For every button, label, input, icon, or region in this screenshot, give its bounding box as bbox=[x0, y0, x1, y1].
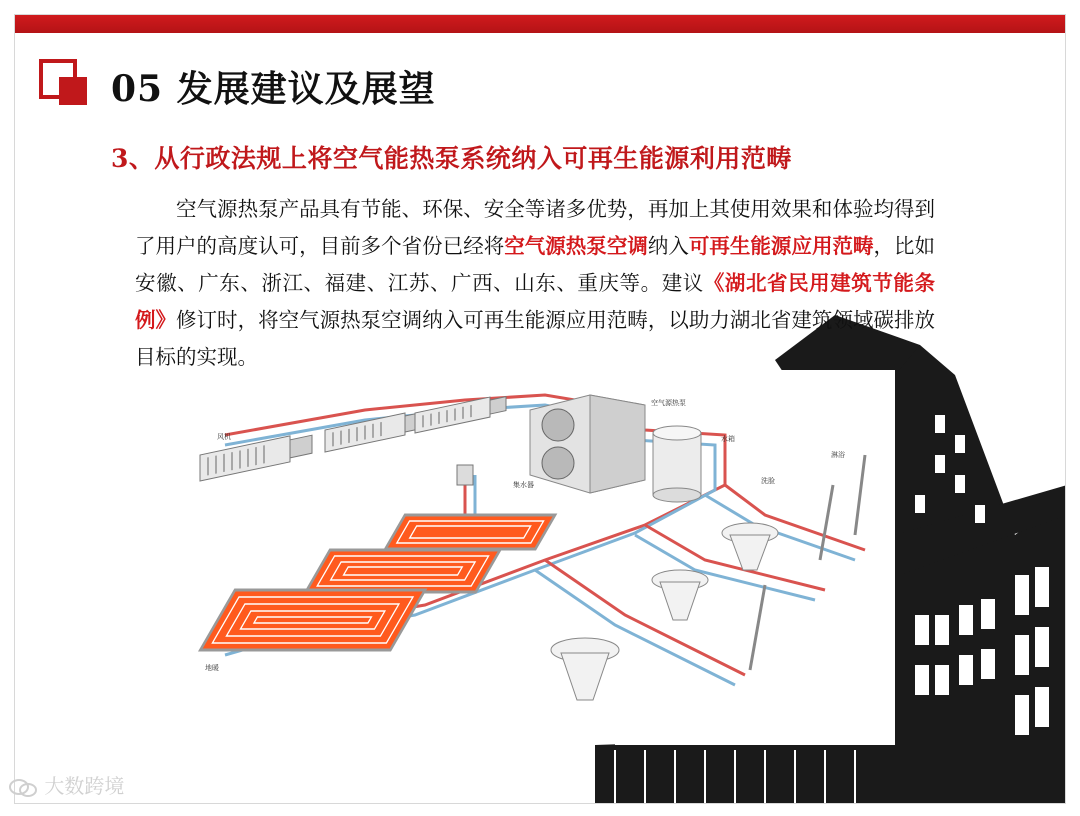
section-title: 发展建议及展望 bbox=[176, 68, 436, 110]
water-tank bbox=[653, 426, 701, 502]
heat-pump-unit bbox=[530, 395, 645, 493]
label-washbasin: 洗脸 bbox=[761, 477, 775, 485]
highlight-run: 《湖北省民用建筑节能条例》 bbox=[135, 271, 936, 332]
watermark bbox=[8, 770, 124, 799]
label-heat-pump: 空气源热泵 bbox=[651, 399, 686, 407]
highlight-run: 可再生能源应用范畴 bbox=[688, 234, 874, 258]
label-floor-heating: 地暖 bbox=[205, 664, 219, 672]
highlight-run: 空气源热泵空调 bbox=[504, 234, 648, 258]
label-fan-coil: 风机 bbox=[217, 433, 231, 441]
subtitle: 3、从行政法规上将空气能热泵系统纳入可再生能源利用范畴 bbox=[111, 144, 792, 173]
collector-box bbox=[457, 465, 473, 485]
label-shower: 淋浴 bbox=[831, 451, 845, 459]
section-number: 05 bbox=[111, 68, 164, 110]
heat-pump-system-diagram bbox=[165, 375, 905, 725]
paragraph-run: 修订时，将空气源热泵空调纳入可再生能源应用范畴，以助力湖北省建筑领域碳排放目标的实现。 bbox=[135, 308, 936, 369]
body-paragraph bbox=[135, 191, 935, 376]
watermark-text: 大数跨境 bbox=[44, 774, 125, 798]
slide bbox=[14, 14, 1066, 804]
chat-bubble-icon bbox=[8, 777, 38, 799]
label-water-tank: 水箱 bbox=[721, 435, 735, 443]
paragraph-run: 纳入 bbox=[647, 234, 689, 258]
label-collector: 集水器 bbox=[513, 481, 534, 489]
showers bbox=[750, 455, 865, 670]
paragraph-run: ，比如安徽、广东、浙江、福建、江苏、广西、山东、重庆等。建议 bbox=[135, 234, 936, 295]
paragraph-run: 空气源热泵产品具有节能、环保、安全等诸多优势，再加上其使用效果和体验均得到了用户的高度认可，目前多个省份已经将 bbox=[135, 197, 936, 258]
